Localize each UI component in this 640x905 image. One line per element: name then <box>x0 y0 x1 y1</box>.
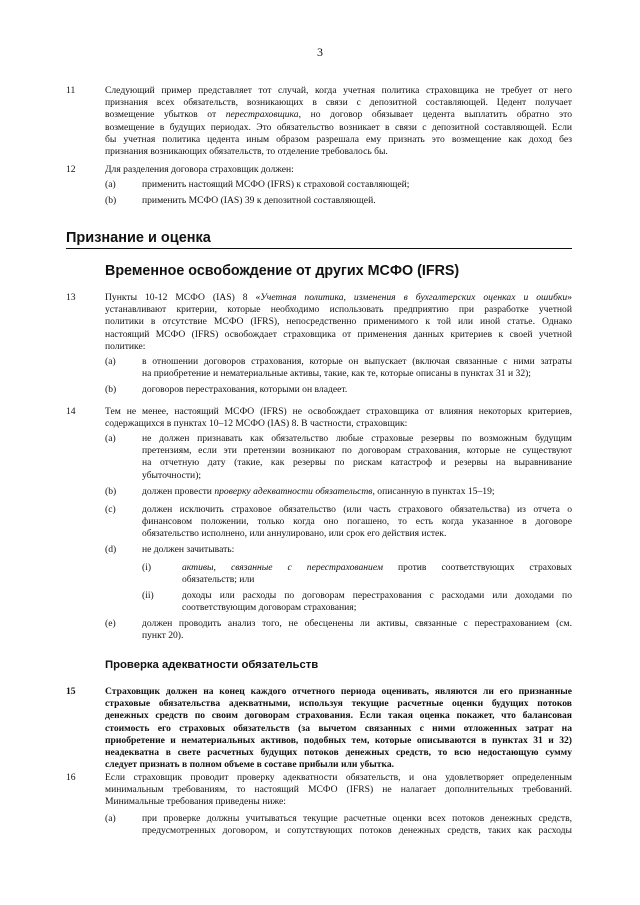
list-label: (а) <box>105 433 116 444</box>
list-text: доходы или расходы по договорам перестрахования с расходами или доходами по соответствующим договорам страхования; <box>182 590 572 614</box>
paragraph-number: 13 <box>66 292 76 303</box>
text-line: возмещение убытков от перестраховщика, но договор обязывает цедента выплатить обратно это <box>105 109 572 121</box>
text-line: неадекватна в свете расчетных будущих потоков денежных средств, то всю недостающую сумму <box>105 747 572 759</box>
list-label: (ii) <box>142 590 154 601</box>
paragraph-text <box>105 686 572 771</box>
section-heading: Признание и оценка <box>66 229 572 249</box>
list-label: (а) <box>105 179 116 190</box>
list-label: (с) <box>105 504 116 515</box>
list-text: должен проводить анализ того, не обесценены ли активы, связанные с перестрахованием (см. пункт 20). <box>142 618 572 642</box>
text-line: содержащихся в пунктах 10–12 МСФО (IAS) 8. В частности, страховщик: <box>105 418 408 430</box>
list-text: применить настоящий МСФО (IFRS) к страховой составляющей; <box>142 179 410 190</box>
text-line: признания возникающих обязательств, то отделение требовалось бы. <box>105 146 388 158</box>
paragraph-text <box>105 164 572 176</box>
text-line: минимальным требованиям, то настоящий МСФО (IFRS) не налагает дополнительных требований. <box>105 784 572 796</box>
paragraph-text <box>105 406 572 430</box>
paragraph-text <box>105 85 572 158</box>
paragraph-number: 16 <box>66 772 76 783</box>
list-text: в отношении договоров страхования, которые он выпускает (включая связанные с ними затраты на приобретение и нематериальные активы, такие, как те, которые описаны в пунктах 31 и 32); <box>142 356 572 380</box>
text-line: устанавливают критерии, которые необходимо использовать предприятию при разработке учетной <box>105 304 572 316</box>
text-line: бы учетная политика цедента иным образом разрешала ему признать это возмещение как доход без <box>105 133 572 145</box>
text-line: Следующий пример представляет тот случай, когда учетная политика страховщика не требует от него <box>105 85 572 96</box>
text-line: приобретение и нематериальных активов, подобных тем, которые описываются в пунктах 31 и 32) <box>105 734 572 746</box>
paragraph-number: 14 <box>66 406 76 417</box>
text-line: Пункты 10-12 МСФО (IAS) 8 «Учетная политика, изменения в бухгалтерских оценках и ошибки» <box>105 292 572 303</box>
list-text: активы, связанные с перестрахованием против соответствующих страховых обязательств; или <box>182 562 572 586</box>
list-label: (d) <box>105 544 117 555</box>
list-label: (b) <box>105 384 117 395</box>
text-line: Страховщик должен на конец каждого отчетного периода оценивать, являются ли его признанные <box>105 686 572 697</box>
text-line: Минимальные требования приведены ниже: <box>105 796 286 808</box>
paragraph-number: 11 <box>66 85 76 96</box>
list-text: должен провести проверку адекватности обязательств, описанную в пунктах 15–19; <box>142 486 495 497</box>
text-line: настоящий МСФО (IFRS) освобождает страховщика от применения данных критериев к своей учетной <box>105 328 572 340</box>
text-line: возмещение в будущих периодах. Это обязательство возникает в связи с депозитной составляющей. Если <box>105 121 572 133</box>
paragraph-number: 12 <box>66 164 76 175</box>
text-line: политики в отсутствие МСФО (IFRS), непосредственно применимого к той или иной статье. Однако <box>105 316 572 328</box>
text-line: Для разделения договора страховщик должен: <box>105 164 294 175</box>
paragraph-text <box>105 772 572 809</box>
list-label: (а) <box>105 813 116 824</box>
list-text: не должен зачитывать: <box>142 544 235 555</box>
text-line: страховые обязательства адекватными, используя текущие расчетные оценки будущих потоков <box>105 698 572 710</box>
list-text: не должен признавать как обязательство любые страховые резервы по возможным будущим претензиям, если эти претензии возникают по договорам страхования, которые не существуют на отчетную дату (такие, как резервы по рискам катастроф и резервы на выравнивание убыточности); <box>142 433 572 481</box>
text-line: стоимость его страховых обязательств (за вычетом связанных с ними отложенных затрат на <box>105 722 572 734</box>
text-line: Тем не менее, настоящий МСФО (IFRS) не освобождает страховщика от влияния некоторых критериев, <box>105 406 572 417</box>
text-line: Если страховщик проводит проверку адекватности обязательств, и она удовлетворяет определенным <box>105 772 572 783</box>
paragraph-text <box>105 292 572 353</box>
subsection-heading: Временное освобождение от других МСФО (IFRS) <box>105 263 460 279</box>
list-text: договоров перестрахования, которыми он владеет. <box>142 384 348 395</box>
minor-heading: Проверка адекватности обязательств <box>105 659 319 671</box>
paragraph-number: 15 <box>66 686 76 697</box>
list-label: (b) <box>105 195 117 206</box>
list-text: должен исключить страховое обязательство (или часть страхового обязательства) из отчета о финансовом положении, только когда оно погашено, то есть когда указанное в договоре обязательство исполнено, или аннулировано, или срок его действия истек. <box>142 504 572 540</box>
list-label: (а) <box>105 356 116 367</box>
text-line: признания всех обязательств, возникающих в связи с депозитной составляющей. Цедент получает <box>105 97 572 109</box>
list-text: применить МСФО (IAS) 39 к депозитной составляющей. <box>142 195 376 206</box>
text-line: следует признать в полном объеме в составе прибыли или убытка. <box>105 759 395 771</box>
list-label: (i) <box>142 562 152 573</box>
text-line: денежных средств по своим договорам страхования. Если такая оценка покажет, что балансовая <box>105 710 572 722</box>
list-label: (b) <box>105 486 117 497</box>
list-text: при проверке должны учитываться текущие расчетные оценки всех потоков денежных средств, предусмотренных договором, и сопутствующих потоков денежных средств, таких как расходы <box>142 813 572 837</box>
page-number: 3 <box>317 45 323 59</box>
text-line: политике: <box>105 340 146 352</box>
list-label: (е) <box>105 618 116 629</box>
